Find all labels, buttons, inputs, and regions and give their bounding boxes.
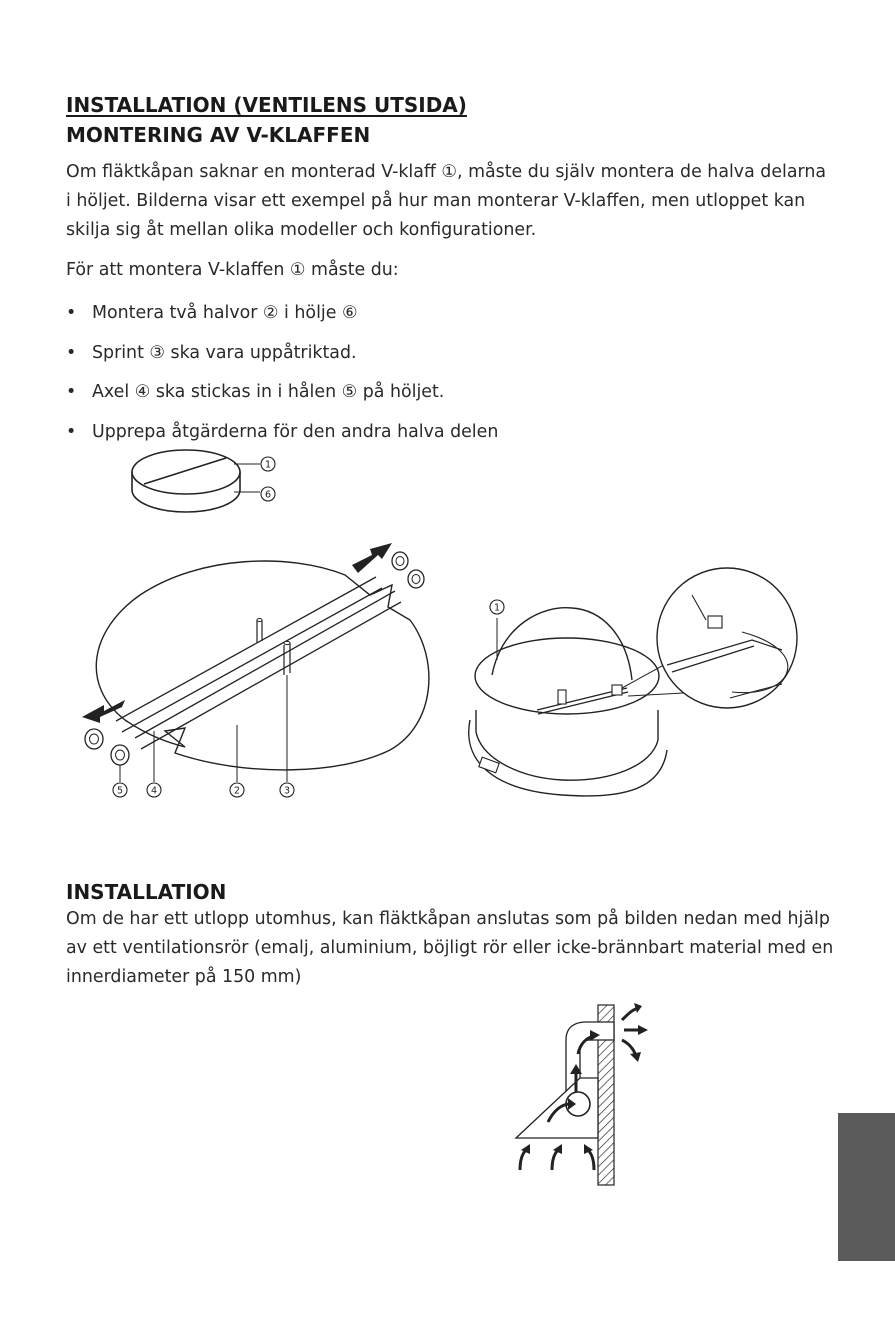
v-flap-ring-figure <box>126 440 286 522</box>
steps-lead: För att montera V-klaffen ① måste du: <box>66 260 399 280</box>
assembled-flap-housing-figure <box>462 560 812 800</box>
installation-paragraph: Om de har ett utlopp utomhus, kan fläktkåpan anslutas som på bilden nedan med hjälp av ett ventilationsrör (emalj, aluminium, böjligt rör eller icke-brännbart material med en innerdiameter på 150 mm) <box>66 909 834 987</box>
bullet-icon: • <box>66 421 77 442</box>
callout-2-label: 2 <box>233 785 241 797</box>
list-item <box>66 334 498 374</box>
step-text: Montera två halvor ② i hölje ⑥ <box>92 303 358 323</box>
step-text: Axel ④ ska stickas in i hålen ⑤ på höljet. <box>92 382 445 402</box>
section-title-installation: INSTALLATION <box>66 880 227 904</box>
callout-1-label: 1 <box>264 459 272 471</box>
step-text: Upprepa åtgärderna för den andra halva delen <box>92 421 499 442</box>
flap-half-assembly-figure <box>70 525 440 810</box>
callout-1-assembly-label: 1 <box>493 602 501 614</box>
list-item <box>66 294 498 334</box>
callout-5-label: 5 <box>116 785 124 797</box>
callout-3-label: 3 <box>283 785 291 797</box>
callout-4-label: 4 <box>150 785 158 797</box>
bullet-icon: • <box>66 342 77 363</box>
list-item <box>66 373 498 413</box>
bullet-icon: • <box>66 303 77 323</box>
section-title-installation-outside: INSTALLATION (VENTILENS UTSIDA) <box>66 93 467 117</box>
callout-6-label: 6 <box>264 489 272 501</box>
step-text: Sprint ③ ska vara uppåtriktad. <box>92 342 357 363</box>
section-subtitle-v-flap: MONTERING AV V-KLAFFEN <box>66 123 371 147</box>
language-thumb-tab <box>838 1113 895 1261</box>
exhaust-duct-diagram <box>510 1000 660 1190</box>
intro-paragraph: Om fläktkåpan saknar en monterad V-klaff ①, måste du själv montera de halva delarna i höljet. Bilderna visar ett exempel på hur man monterar V-klaffen, men utloppet kan skilja sig åt mellan olika modeller och konfigurationer. <box>66 162 827 240</box>
steps-list <box>66 294 498 452</box>
bullet-icon: • <box>66 382 77 402</box>
